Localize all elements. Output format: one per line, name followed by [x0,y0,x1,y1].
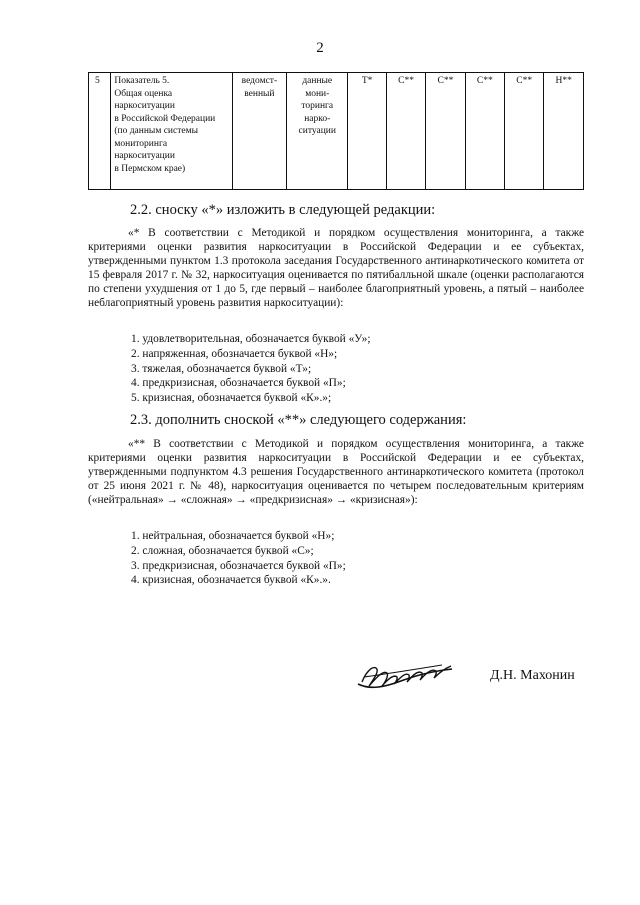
value-cell: Н** [544,73,584,190]
section-2-3-list [131,529,346,588]
indicator-name-line: наркоситуации [114,101,175,111]
source-line: ситуации [298,126,336,136]
dept-cell [232,73,286,190]
dept-line: ведомст- [241,76,278,86]
list-item: 2. напряженная, обозначается буквой «Н»; [131,347,338,360]
value-cell: С** [426,73,465,190]
list-item: 1. нейтральная, обозначается буквой «Н»; [131,530,335,542]
page-number: 2 [316,40,324,56]
value-cell: С** [465,73,504,190]
dept-line: венный [244,88,275,99]
indicator-name-line: Показатель 5. [114,76,170,86]
indicator-table [88,72,584,190]
indicator-name-line: Общая оценка [114,88,173,99]
indicator-name-line: мониторинга [114,138,168,149]
list-item: 4. предкризисная, обозначается буквой «П»; [131,377,346,390]
value-cell: Т* [348,73,386,190]
section-2-2-list [131,332,371,406]
indicator-name-line: в Пермском крае) [114,163,186,174]
value-cell: С** [505,73,544,190]
indicator-name-line: наркоситуации [114,151,175,161]
row-number: 5 [89,73,111,190]
section-2-2-heading: 2.2. сноску «*» изложить в следующей редакции: [130,202,436,218]
section-2-2-paragraph: «* В соответствии с Методикой и порядком осуществления мониторинга, а также критериями оценки развития наркоситуации в Российской Федерации и ее субъектах, утвержденными пунктом 1.3 протокола заседания Государственного антинаркотического комитета от 15 февраля 2017 г. № 32, наркоситуация оценивается по пятибалльной шкале (оценки располагаются по степени ухудшения от 1 до 5, где первый – наиболее благоприятный уровень, а пятый – наиболее неблагоприятный уровень развития наркоситуации): [88,227,584,309]
signer-name: Д.Н. Махонин [490,668,575,683]
section-2-3-paragraph: «** В соответствии с Методикой и порядком осуществления мониторинга, а также критериями оценки развития наркоситуации в Российской Федерации и ее субъектах, утвержденными подпунктом 4.3 решения Государственного антинаркотического комитета (протокол от 25 июня 2021 г. № 48), наркоситуация оценивается по четырем последовательным критериям («нейтральная» → «сложная» → «предкризисная» → «кризисная»): [88,438,584,506]
handwritten-signature [356,660,456,694]
indicator-name-line: в Российской Федерации [114,113,216,124]
indicator-name-line: (по данным системы [114,126,198,136]
list-item: 4. кризисная, обозначается буквой «К».». [131,574,331,587]
value-cell: С** [386,73,425,190]
table-row [89,73,584,190]
source-line: торинга [301,101,334,111]
section-2-3-heading: 2.3. дополнить сноской «**» следующего содержания: [130,412,467,428]
list-item: 3. предкризисная, обозначается буквой «П»; [131,559,346,572]
source-line: данные [302,76,333,86]
list-item: 3. тяжелая, обозначается буквой «Т»; [131,362,312,375]
source-cell [287,73,348,190]
source-line: нарко- [304,113,331,124]
list-item: 5. кризисная, обозначается буквой «К».»; [131,392,332,405]
list-item: 2. сложная, обозначается буквой «С»; [131,544,314,557]
indicator-name-cell [111,73,232,190]
source-line: мони- [305,88,330,99]
list-item: 1. удовлетворительная, обозначается буквой «У»; [131,333,371,345]
